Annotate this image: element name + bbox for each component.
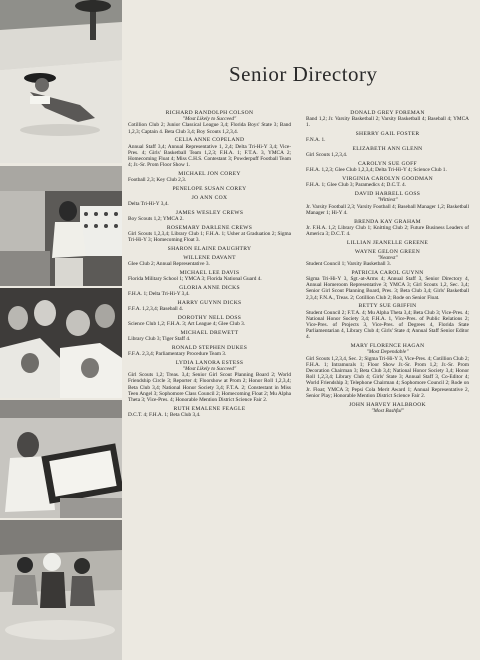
senior-name: WILLENE DAVANT: [183, 254, 236, 261]
senior-entry: [128, 186, 291, 192]
senior-activities: Band 1,2; Jr. Varsity Basketball 2; Varsity Basketball 4; Baseball 4; YMCA 1.: [306, 116, 469, 129]
senior-name: CELIA ANNE COPELAND: [174, 137, 245, 144]
senior-activities: Annual Staff 3,4; Annual Representative 1, 2,4; Delta Tri-Hi-Y 3,4; Vice-Pres. 4; Girls' Basketball Team 1,2,3; F.H.A. 1; F.T.A. 3, YMCA 2; Homecoming Float 4; Miss C.H.S. Contestant 3; Powderpuff Football Team 4; Jr.-Sr. Prom Floor Show 1.: [128, 143, 291, 169]
senior-honor: "Most Likely to Succeed": [182, 116, 237, 123]
senior-name: LYDIA LANORA ESTESS: [175, 359, 244, 366]
senior-entry: [128, 137, 291, 168]
senior-activities: Girl Scouts 1,2; Treas. 3,4; Senior Girl Scout Planning Board 2; World Friendship Circle 3; Reporter 4; Floorshow at Prom 2; Honor Roll 1,2,3,4; Beta Club 3,4; National Honor Society 3,4; F.T.A. 2; Constestant in Miss Teen Angel 3; Sophomore Class Council 2; Homecoming Float 2; Mu Alpha Theta 3; Vice-Pres. 4; Honorable Mention District Science Fair 2.: [128, 372, 291, 404]
senior-entry: [128, 195, 291, 207]
beach-photo: [0, 0, 122, 163]
senior-name: VIRGINIA CAROLYN GOODMAN: [342, 176, 433, 183]
beach-group-photo: [0, 520, 122, 660]
senior-activities: Sigma Tri-Hi-Y 3, Sgt.-at-Arms 4; Annual Staff 3, Senior Directory 4, Annual Homeroom Representative 3; YMCA 3; Girl Scouts 1,2, Sec. 3,4; Senior Girl Scout Planning Board, Pres. 3; Beta Club 3,4; Girls' Basketball 2,3,4; F.N.A., Treas. 2; Cotillion Club 2; Rode on Senior Float.: [306, 276, 469, 301]
senior-activities: Science Club 1,2; F.H.A. 3; Art League 4; Glee Club 3.: [128, 321, 246, 328]
senior-activities: F.N.A. 1.: [306, 137, 326, 144]
senior-name: RONALD STEPHEN DUKES: [171, 344, 248, 351]
senior-name: SHARON ELAINE DAUGHTRY: [167, 246, 252, 253]
senior-name: DOROTHY NELL DOSS: [177, 314, 242, 321]
senior-activities: Girl Scouts 1,2,3,4.: [306, 152, 348, 159]
senior-entry: [306, 270, 469, 301]
senior-entry: [306, 146, 469, 158]
senior-activities: F.H.A. 1; Delta Tri-Hi-Y 3,4.: [128, 291, 190, 298]
senior-name: PATRICIA CAROL GUYNN: [351, 269, 424, 276]
senior-entry: [306, 240, 469, 246]
page-title: Senior Directory: [229, 62, 378, 86]
senior-entry: [128, 285, 291, 297]
senior-honor: "Most Dependable": [366, 349, 409, 356]
senior-entry: [128, 246, 291, 252]
senior-activities: Jr. Varsity Football 2,3; Varsity Football 4; Baseball Manager 1,2; Basketball Manager 1; Hi-Y 4.: [306, 203, 469, 216]
senior-activities: D.C.T. 4; F.H.A. 1; Beta Club 3,4.: [128, 412, 201, 419]
senior-entry: [128, 171, 291, 183]
senior-name: DONALD GREY FOREMAN: [350, 110, 425, 116]
senior-name: ELIZABETH ANN GLENN: [352, 146, 423, 153]
senior-entry: [128, 110, 291, 135]
senior-activities: Student Council 2; F.T.A. 4; Mu Alpha Theta 3,4; Beta Club 3; Vice-Pres. 4; National Honor Society 3,4; F.H.A. 1, Vice-Pres. of Public Relations 2; Vice-Pres. of Projects 3, Vice-Pres. of Degrees 4, Florida State Parliamentarian 4, Library Club 4; Girls' State 4; Annual Staff Senior Editor 4.: [306, 309, 469, 341]
senior-entry: [128, 345, 291, 357]
senior-name: CAROLYN SUE GOFF: [358, 161, 417, 168]
senior-entry: [128, 270, 291, 282]
senior-activities: Library Club 3; Tiger Staff 4.: [128, 336, 191, 343]
senior-entry: [306, 191, 469, 216]
senior-activities: F.F.A. 1,2,3,4; Baseball 4.: [128, 306, 184, 313]
senior-name: PENELOPE SUSAN COREY: [172, 186, 247, 193]
senior-entry: [306, 219, 469, 238]
kitchen-photo: [0, 166, 122, 286]
senior-name: RUTH EMALENE FEAGLE: [173, 405, 246, 412]
senior-entry: [128, 225, 291, 244]
senior-entry: [128, 330, 291, 342]
senior-honor: "Wittiest": [377, 197, 398, 204]
senior-name: JAMES WESLEY CREWS: [175, 209, 244, 216]
crowd-photo: [0, 288, 122, 398]
senior-activities: F.H.A. 1; Glee Club 3; Paramedics 4; D.C.T. 4.: [306, 182, 406, 189]
senior-name: LILLIAN JEANELLE GREENE: [346, 239, 429, 246]
senior-entry: [306, 343, 469, 399]
senior-name: SHERRY GAIL FOSTER: [355, 131, 420, 138]
senior-activities: Boy Scouts 1,2; YMCA 2.: [128, 216, 184, 223]
directory-column-left: [128, 110, 291, 421]
senior-name: RICHARD RANDOLPH COLSON: [165, 110, 254, 116]
senior-entry: [128, 315, 291, 327]
senior-name: BRENDA KAY GRAHAM: [354, 218, 421, 225]
senior-name: HARRY GUYNN DICKS: [177, 299, 242, 306]
senior-activities: F.F.A. 2,3,4; Parliamentary Procedure Team 3.: [128, 351, 227, 358]
senior-name: MICHAEL LEE DAVIS: [179, 269, 240, 276]
senior-name: WAYNE GELON GREEN: [354, 248, 421, 255]
senior-name: ROSEMARY DARLENE CREWS: [166, 224, 253, 231]
senior-activities: Student Council 1; Varsity Basketball 3.: [306, 261, 391, 268]
senior-activities: Jr. F.H.A. 1,2; Library Club 1; Knitting Club 2; Future Business Leaders of America 3; D.C.T. 4.: [306, 224, 469, 238]
senior-activities: Glee Club 2; Annual Representative 3.: [128, 261, 210, 268]
senior-honor: "Neatest": [377, 254, 398, 261]
senior-activities: F.H.A. 1,2,3; Glee Club 1,2,3,4; Delta Tri-Hi-Y 4; Science Club 1.: [306, 167, 447, 174]
senior-activities: Delta Tri-Hi-Y 3,4.: [128, 201, 169, 208]
senior-entry: [128, 360, 291, 403]
senior-name: BETTY SUE GRIFFIN: [358, 303, 417, 310]
senior-honor: "Most Likely to Succeed": [182, 366, 237, 373]
senior-entry: [306, 131, 469, 143]
senior-entry: [128, 406, 291, 418]
senior-entry: [128, 300, 291, 312]
senior-entry: [306, 161, 469, 173]
senior-name: JO ANN COX: [191, 194, 228, 201]
directory-column-right: [306, 110, 469, 417]
senior-name: MICHAEL JON COREY: [178, 171, 241, 178]
photo-strip: [0, 0, 122, 660]
senior-entry: [306, 402, 469, 414]
senior-name: GLORIA ANNE DICKS: [179, 284, 240, 291]
senior-name: MICHAEL DREWETT: [180, 329, 239, 336]
book-display-photo: [0, 400, 122, 518]
senior-honor: "Most Bashful": [371, 407, 404, 414]
senior-entry: [306, 249, 469, 268]
senior-entry: [128, 210, 291, 222]
senior-entry: [306, 303, 469, 340]
senior-activities: Florida Military School 1; YMCA 3; Florida National Guard 4.: [128, 276, 262, 283]
senior-activities: Football 2,3; Key Club 2,3.: [128, 177, 187, 184]
senior-activities: Girl Scouts 1,2,3,4; Library Club 1; F.H.A. 1; Usher at Graduation 2; Sigma Tri-Hi-Y 3; Homecoming Float 3.: [128, 231, 291, 244]
senior-entry: [306, 176, 469, 188]
senior-entry: [306, 110, 469, 129]
senior-name: DAVID HARRELL GOSS: [354, 191, 421, 198]
senior-name: MARY FLORENCE HAGAN: [350, 343, 425, 350]
senior-name: JOHN HARVEY HALBROOK: [349, 401, 426, 408]
senior-entry: [128, 255, 291, 267]
senior-activities: Girl Scouts 1,2,3,4, Sec. 2; Sigma Tri-Hi-Y 3, Vice-Pres. 4; Cotillion Club 2; F.H.A. 1; Intramurals 1; Floor Show Jr.-Sr. Prom 1,2; Jr.-Sr. Prom Decoration Chairman 3; Beta Club 3,4; National Honor Society 3,4; Honor Roll 1,2,3,4; Library Club 4; Girls' State 3; Annual Staff 3, Co-Editor 4; World Friendship 3; Telephone Chairman 4; Sophomore Council 2; Rode on Jr. Float; YMCA 3; Pepsi Cola Merit Award 1; Annual Representative 2, Senior Play; Honorable Mention District Science Fair 2.: [306, 355, 469, 399]
senior-activities: Cotillion Club 2; Junior Classical League 3,4; Florida Boys' State 3; Band 1,2,3; Captain 4. Beta Club 3,4; Boy Scouts 1,2,3,4.: [128, 122, 291, 135]
